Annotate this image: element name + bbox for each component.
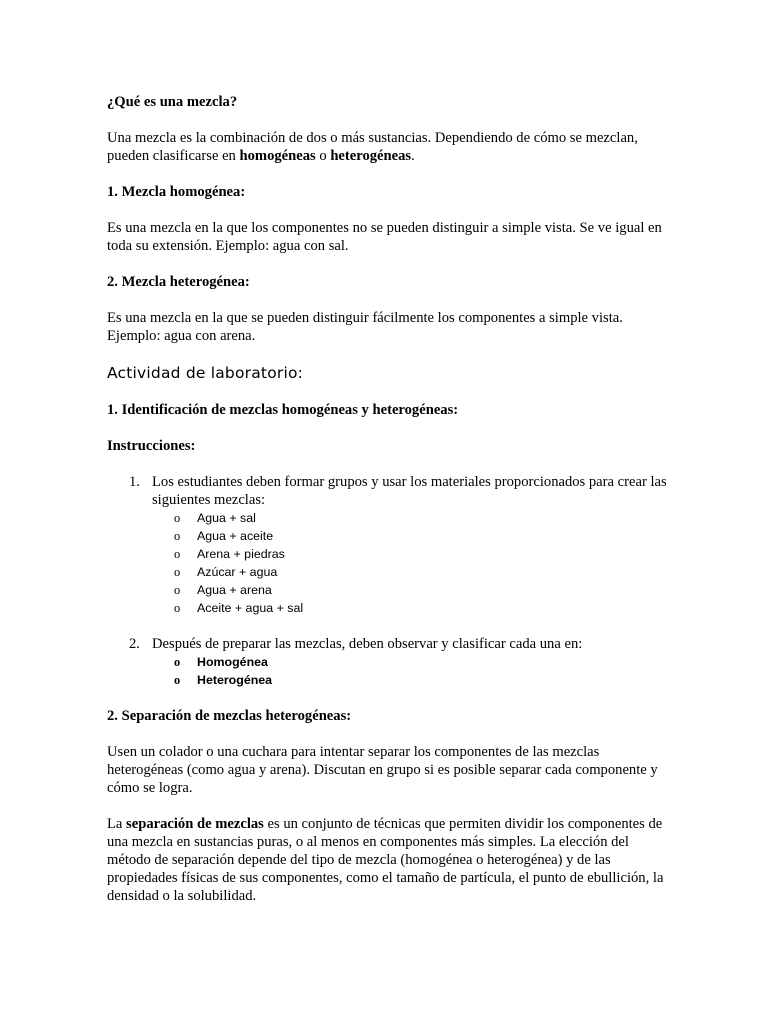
heterogeneous-heading: 2. Mezcla heterogénea: <box>107 274 250 290</box>
separation-text: es un conjunto de técnicas que permiten dividir los componentes de una mezcla en sustancias puras, o al menos en componentes más simples. La elección del método de separación depende del tipo de mezcla (homogénea o heterogénea) y de las propiedades físicas de sus componentes, como el tamaño de partícula, el punto de ebullición, la densidad o la solubilidad. <box>107 816 664 904</box>
bullet-marker: o <box>174 511 181 525</box>
mixture-item: Arena + piedras <box>197 547 285 561</box>
mixture-list <box>152 509 667 617</box>
classification-list <box>152 653 667 689</box>
bullet-marker: o <box>174 655 181 669</box>
heterogeneous-text: Es una mezcla en la que se pueden distinguir fácilmente los componentes a simple vista. Ejemplo: agua con arena. <box>107 310 623 344</box>
list-item <box>152 527 667 545</box>
definition-text: Una mezcla es la combinación de dos o más sustancias. Dependiendo de cómo se mezclan, pueden clasificarse en <box>107 130 638 164</box>
definition-period: . <box>411 148 415 164</box>
term-homogeneous: homogéneas <box>239 148 316 164</box>
list-item <box>152 599 667 617</box>
definition-connector: o <box>315 148 331 164</box>
list-item <box>152 563 667 581</box>
mixture-item: Agua + arena <box>197 583 272 597</box>
step-number: 2. <box>129 636 140 652</box>
mixture-definition <box>107 129 667 165</box>
activity2-heading: 2. Separación de mezclas heterogéneas: <box>107 708 352 724</box>
homogeneous-heading: 1. Mezcla homogénea: <box>107 184 246 200</box>
step-number: 1. <box>129 474 140 490</box>
separation-paragraph <box>107 815 667 905</box>
homogeneous-text: Es una mezcla en la que los componentes no se pueden distinguir a simple vista. Se ve igual en toda su extensión. Ejemplo: agua con sal. <box>107 220 662 254</box>
mixture-item: Aceite + agua + sal <box>197 601 304 615</box>
list-item <box>152 581 667 599</box>
bullet-marker: o <box>174 547 181 561</box>
separation-prefix: La <box>107 816 127 832</box>
activity1-heading: 1. Identificación de mezclas homogéneas y heterogéneas: <box>107 402 459 418</box>
bullet-marker: o <box>174 565 181 579</box>
list-item <box>152 545 667 563</box>
mixture-item: Azúcar + agua <box>197 565 278 579</box>
bullet-marker: o <box>174 673 181 687</box>
instructions-label: Instrucciones: <box>107 438 196 454</box>
mixture-item: Agua + aceite <box>197 529 274 543</box>
document-page <box>107 93 667 923</box>
mixture-item: Agua + sal <box>197 511 256 525</box>
list-item <box>152 509 667 527</box>
activity2-text: Usen un colador o una cuchara para intentar separar los componentes de las mezclas heterogéneas (como agua y arena). Discutan en grupo si es posible separar cada componente y cómo se logra. <box>107 744 658 796</box>
bullet-marker: o <box>174 583 181 597</box>
instructions-list <box>107 473 667 689</box>
separation-term: separación de mezclas <box>126 816 264 832</box>
lab-activity-title: Actividad de laboratorio: <box>107 364 304 382</box>
instruction-step <box>107 473 667 617</box>
classification-item: Heterogénea <box>197 673 273 687</box>
bullet-marker: o <box>174 601 181 615</box>
step-text: Después de preparar las mezclas, deben observar y clasificar cada una en: <box>152 636 583 652</box>
list-item <box>152 671 667 689</box>
bullet-marker: o <box>174 529 181 543</box>
classification-item: Homogénea <box>197 655 268 669</box>
intro-question: ¿Qué es una mezcla? <box>107 94 238 110</box>
list-item <box>152 653 667 671</box>
term-heterogeneous: heterogéneas <box>330 148 412 164</box>
step-text: Los estudiantes deben formar grupos y usar los materiales proporcionados para crear las siguientes mezclas: <box>152 474 667 508</box>
instruction-step <box>107 635 667 689</box>
